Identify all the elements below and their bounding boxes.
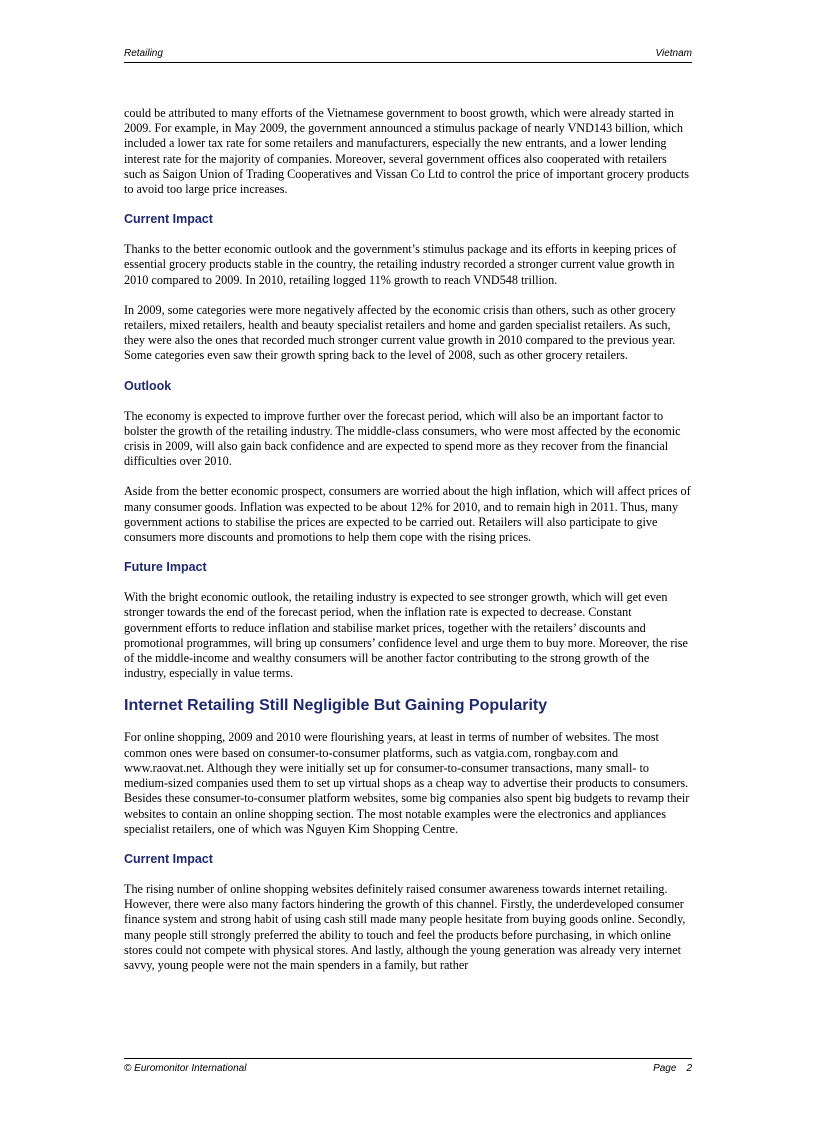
paragraph-current-impact-1: Thanks to the better economic outlook and the government’s stimulus package and its efforts in keeping prices of essential grocery products stable in the country, the retailing industry recorded a stronger current value growth in 2010 compared to 2009. In 2010, retailing logged 11% growth to reach VND548 trillion.	[124, 242, 677, 287]
heading-outlook: Outlook	[124, 378, 172, 393]
copyright-text: © Euromonitor International	[124, 1063, 247, 1074]
heading-current-impact-internet: Current Impact	[124, 851, 213, 866]
paragraph-intro: could be attributed to many efforts of the Vietnamese government to boost growth, which were already started in 2009. For example, in May 2009, the government announced a stimulus package of nearly VND143 billion, which included a lower tax rate for some retailers and manufacturers, especially the new entrants, and a lower lending interest rate for the majority of companies. Moreover, several government offices also cooperated with retailers such as Saigon Union of Trading Cooperatives and Vissan Co Ltd to control the price of important grocery products to avoid too large price increases.	[124, 106, 689, 197]
page-indicator	[643, 1063, 692, 1074]
running-header	[124, 46, 692, 63]
heading-future-impact: Future Impact	[124, 560, 207, 575]
paragraph-outlook-1: The economy is expected to improve further over the forecast period, which will also be an important factor to bolster the growth of the retailing industry. The middle-class consumers, who were most affected by the economic crisis in 2009, will also gain back confidence and are expected to spend more as they recover from the financial difficulties over 2010.	[124, 408, 681, 469]
paragraph-current-impact-internet: The rising number of online shopping websites definitely raised consumer awareness towards internet retailing. However, there were also many factors hindering the growth of this channel. Firstly, the underdeveloped consumer finance system and strong habit of using cash still made many people hesitate from buying goods online. Secondly, many people still strongly preferred the ability to touch and feel the products before purchasing, in which online stores could not compete with physical stores. And lastly, although the young generation was already very internet savvy, young people were not the main spenders in a family, but rather	[124, 881, 686, 972]
paragraph-future-impact: With the bright economic outlook, the retailing industry is expected to see stronger growth, which will get even stronger towards the end of the forecast period, when the inflation rate is expected to decrease. Constant government efforts to reduce inflation and stabilise market prices, together with the retailers’ discounts and promotional programmes, will bring up consumers’ confidence level and urge them to buy more. Moreover, the rise of the middle-income and wealthy consumers will be another factor contributing to the strong growth of the industry, especially in value terms.	[124, 590, 688, 681]
running-footer	[124, 1058, 692, 1075]
section-title-internet-retailing: Internet Retailing Still Negligible But Gaining Popularity	[124, 697, 548, 715]
heading-current-impact: Current Impact	[124, 212, 213, 227]
page-label: Page	[653, 1063, 677, 1074]
header-left: Retailing	[124, 48, 163, 59]
page-number: 2	[686, 1063, 692, 1074]
paragraph-outlook-2: Aside from the better economic prospect, consumers are worried about the high inflation, which will affect prices of many consumer goods. Inflation was expected to be about 12% for 2010, and to remain high in 2011. Thus, many government actions to stabilise the prices are expected to be carried out. Retailers will also participate to give consumers more discounts and promotions to help them cope with the rising prices.	[124, 484, 691, 545]
paragraph-current-impact-2: In 2009, some categories were more negatively affected by the economic crisis than others, such as other grocery retailers, mixed retailers, health and beauty specialist retailers and home and garden specialist retailers. As such, they were also the ones that recorded much stronger current value growth in 2010 compared to the previous year. Some categories even saw their growth spring back to the level of 2008, such as other grocery retailers.	[124, 302, 676, 363]
paragraph-internet-retailing: For online shopping, 2009 and 2010 were flourishing years, at least in terms of number of websites. The most common ones were based on consumer-to-consumer platforms, such as vatgia.com, rongbay.com and www.raovat.net. Although they were initially set up for consumer-to-consumer transactions, many small- to medium-sized companies used them to set up virtual shops as a cheap way to advertise their products to consumers. Besides these consumer-to-consumer platform websites, some big companies also spent big budgets to revamp their websites to contain an online shopping section. The most notable examples were the electronics and appliances specialist retailers, one of which was Nguyen Kim Shopping Centre.	[124, 730, 690, 836]
page-content	[124, 106, 692, 988]
header-right: Vietnam	[655, 48, 692, 59]
